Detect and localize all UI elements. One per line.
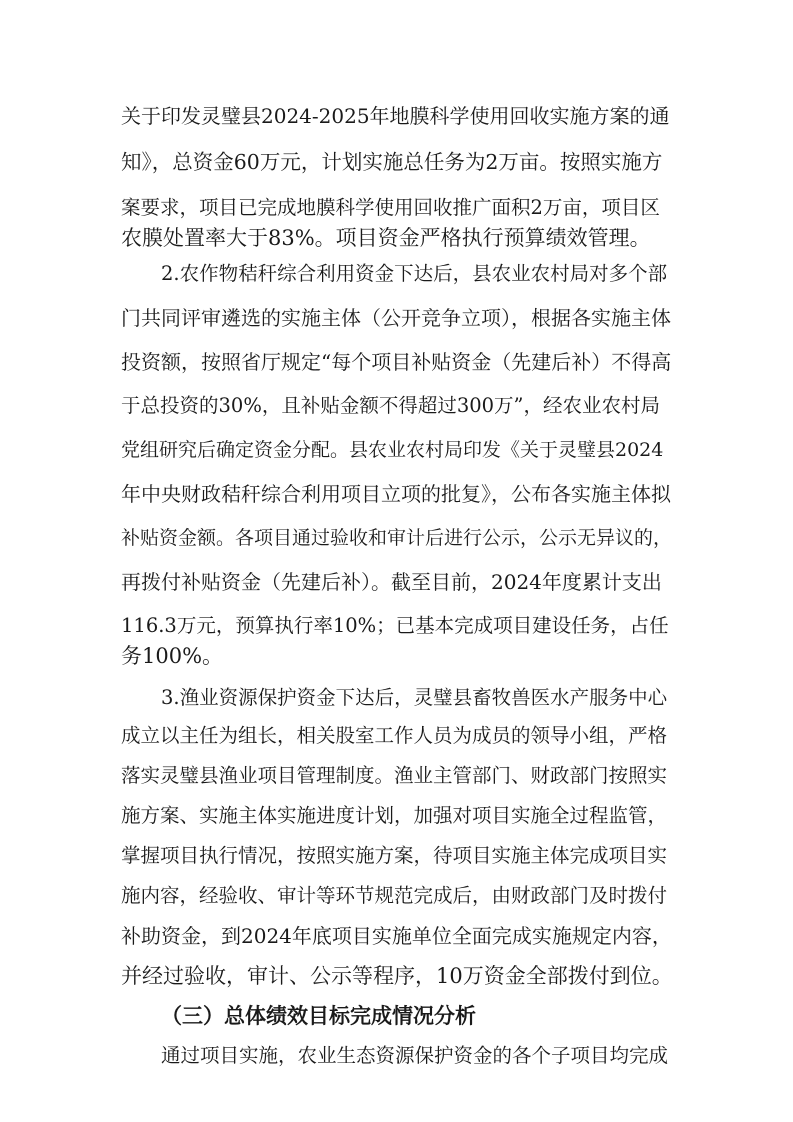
paragraph-2-start [0,254,793,294]
line-text: 2.农作物秸秆综合利用资金下达后，县农业农村局对多个部 [161,262,668,285]
text-line-1 [0,96,793,136]
line-text: 农膜处置率大于83%。项目资金严格执行预算绩效管理。 [121,226,651,250]
text-line-11 [0,518,793,558]
line-text: 施内容，经验收、审计等环节规范完成后，由财政部门及时拨付 [121,884,668,907]
text-line-19 [0,836,793,876]
text-line-4 [0,218,793,258]
text-line-2 [0,142,793,182]
text-line-9 [0,430,793,470]
line-text: 再拨付补贴资金（先建后补）。截至目前，2024年度累计支出 [121,570,662,594]
line-text: 务100%。 [121,644,224,668]
paragraph-3-start [0,678,793,718]
line-text: 并经过验收，审计、公示等程序，10万资金全部拨付到位。 [121,964,673,988]
line-text: 成立以主任为组长，相关股室工作人员为成员的领导小组，严格 [121,724,668,747]
line-text: 补助资金，到2024年底项目实施单位全面完成实施规定内容， [121,924,672,948]
text-line-18 [0,796,793,836]
text-line-14 [0,636,793,676]
line-text: 门共同评审遴选的实施主体（公开竞争立项），根据各实施主体 [121,306,671,330]
line-text: 落实灵璧县渔业项目管理制度。渔业主管部门、财政部门按照实 [121,764,668,787]
text-line-20 [0,876,793,916]
line-text: 116.3万元，预算执行率10%；已基本完成项目建设任务，占任 [121,614,669,637]
text-line-16 [0,716,793,756]
line-text: 年中央财政秸秆综合利用项目立项的批复》，公布各实施主体拟 [121,482,671,506]
line-text: 关于印发灵璧县2024-2025年地膜科学使用回收实施方案的通 [121,104,670,128]
line-text: 3.渔业资源保护资金下达后，灵璧县畜牧兽医水产服务中心 [161,686,668,709]
line-text: 补贴资金额。各项目通过验收和审计后进行公示，公示无异议的， [121,527,673,549]
paragraph-4-start [0,1036,793,1076]
line-text: 党组研究后确定资金分配。县农业农村局印发《关于灵璧县2024 [121,439,664,461]
heading-text: （三）总体绩效目标完成情况分析 [161,1004,476,1028]
text-line-17 [0,756,793,796]
text-line-21 [0,916,793,956]
text-line-22 [0,956,793,996]
line-text: 通过项目实施，农业生态资源保护资金的各个子项目均完成 [161,1044,669,1067]
text-line-7 [0,342,793,382]
line-text: 于总投资的30%，且补贴金额不得超过300万”，经农业农村局 [121,394,661,417]
line-text: 知》，总资金60万元，计划实施总任务为2万亩。按照实施方 [121,150,663,174]
line-text: 投资额，按照省厅规定“每个项目补贴资金（先建后补）不得高 [121,350,672,374]
text-line-6 [0,298,793,338]
section-heading [0,996,793,1036]
text-line-12 [0,562,793,602]
line-text: 掌握项目执行情况，按照实施方案，待项目实施主体完成项目实 [121,844,668,867]
line-text: 施方案、实施主体实施进度计划，加强对项目实施全过程监管， [121,804,668,827]
line-text: 案要求，项目已完成地膜科学使用回收推广面积2万亩，项目区 [121,196,660,219]
text-line-10 [0,474,793,514]
text-line-8 [0,386,793,426]
